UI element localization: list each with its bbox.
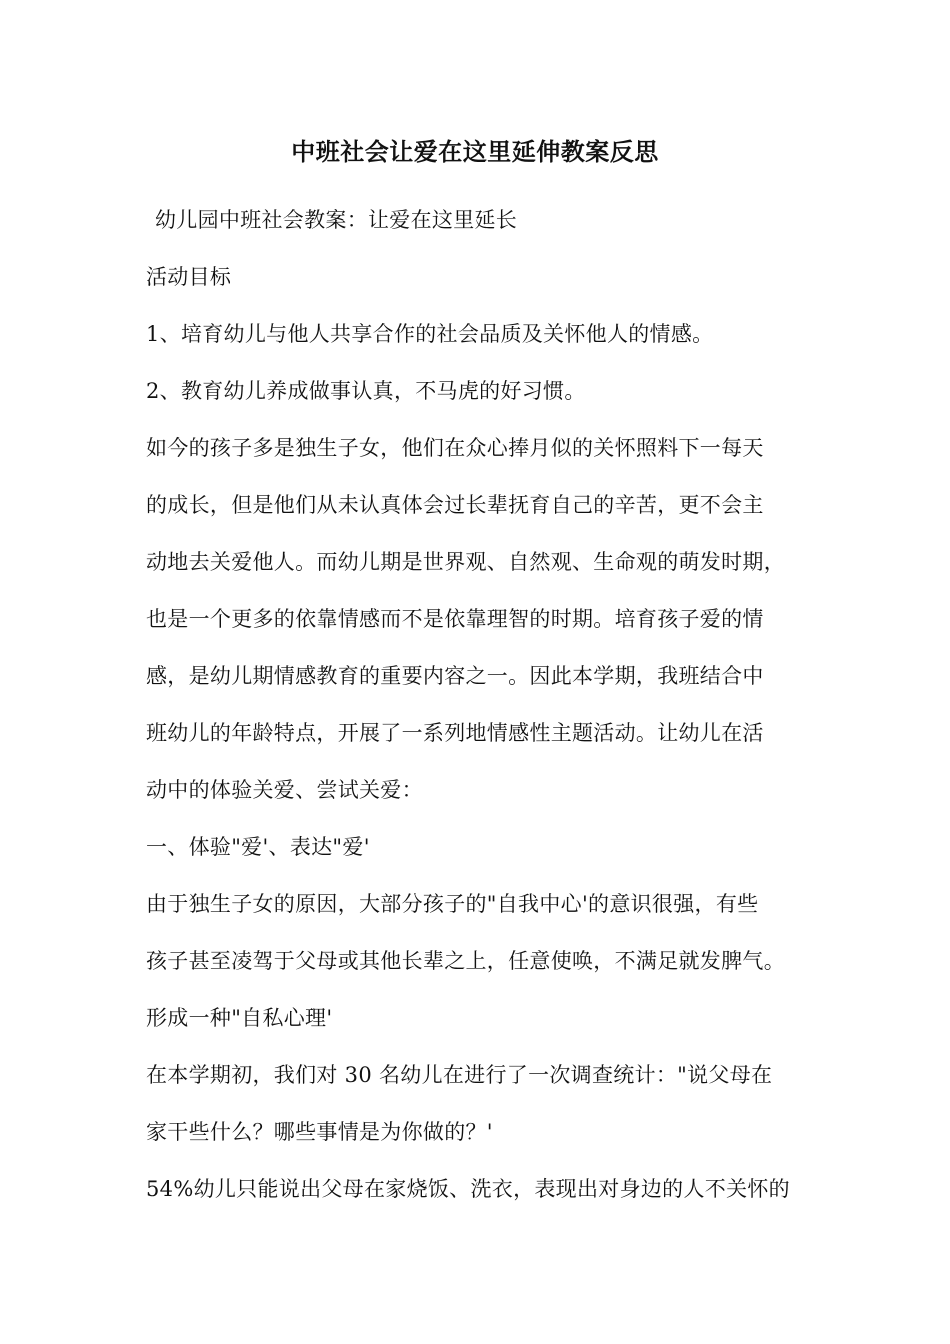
paragraph-line: 如今的孩子多是独生子女，他们在众心捧月似的关怀照料下一每天	[146, 436, 764, 460]
paragraph-line: 的成长，但是他们从未认真体会过长辈抚育自己的辛苦，更不会主	[146, 493, 764, 517]
paragraph-line: 在本学期初，我们对 30 名幼儿在进行了一次调查统计："说父母在	[146, 1063, 773, 1087]
paragraph-line: 感，是幼儿期情感教育的重要内容之一。因此本学期，我班结合中	[146, 664, 764, 688]
section-heading-activity-goals: 活动目标	[146, 265, 232, 289]
paragraph-line: 形成一种"自私心理'	[146, 1006, 333, 1030]
paragraph-line: 班幼儿的年龄特点，开展了一系列地情感性主题活动。让幼儿在活	[146, 721, 764, 745]
paragraph-line: 由于独生子女的原因，大部分孩子的"自我中心'的意识很强，有些	[146, 892, 759, 916]
paragraph-line: 动地去关爱他人。而幼儿期是世界观、自然观、生命观的萌发时期，	[146, 550, 785, 574]
goal-item-2: 2、教育幼儿养成做事认真，不马虎的好习惯。	[146, 379, 586, 403]
subtitle-line: 幼儿园中班社会教案：让爱在这里延长	[155, 208, 518, 232]
paragraph-line: 也是一个更多的依靠情感而不是依靠理智的时期。培育孩子爱的情	[146, 607, 764, 631]
section-heading-experience-love: 一、体验"爱'、表达"爱'	[146, 835, 370, 859]
document-title: 中班社会让爱在这里延伸教案反思	[291, 137, 659, 166]
paragraph-line: 孩子甚至凌驾于父母或其他长辈之上，任意使唤，不满足就发脾气。	[146, 949, 785, 973]
paragraph-line: 家干些什么？哪些事情是为你做的？'	[146, 1120, 493, 1144]
paragraph-line: 动中的体验关爱、尝试关爱：	[146, 778, 423, 802]
paragraph-line: 54%幼儿只能说出父母在家烧饭、洗衣，表现出对身边的人不关怀的	[146, 1177, 790, 1201]
goal-item-1: 1、培育幼儿与他人共享合作的社会品质及关怀他人的情感。	[146, 322, 714, 346]
